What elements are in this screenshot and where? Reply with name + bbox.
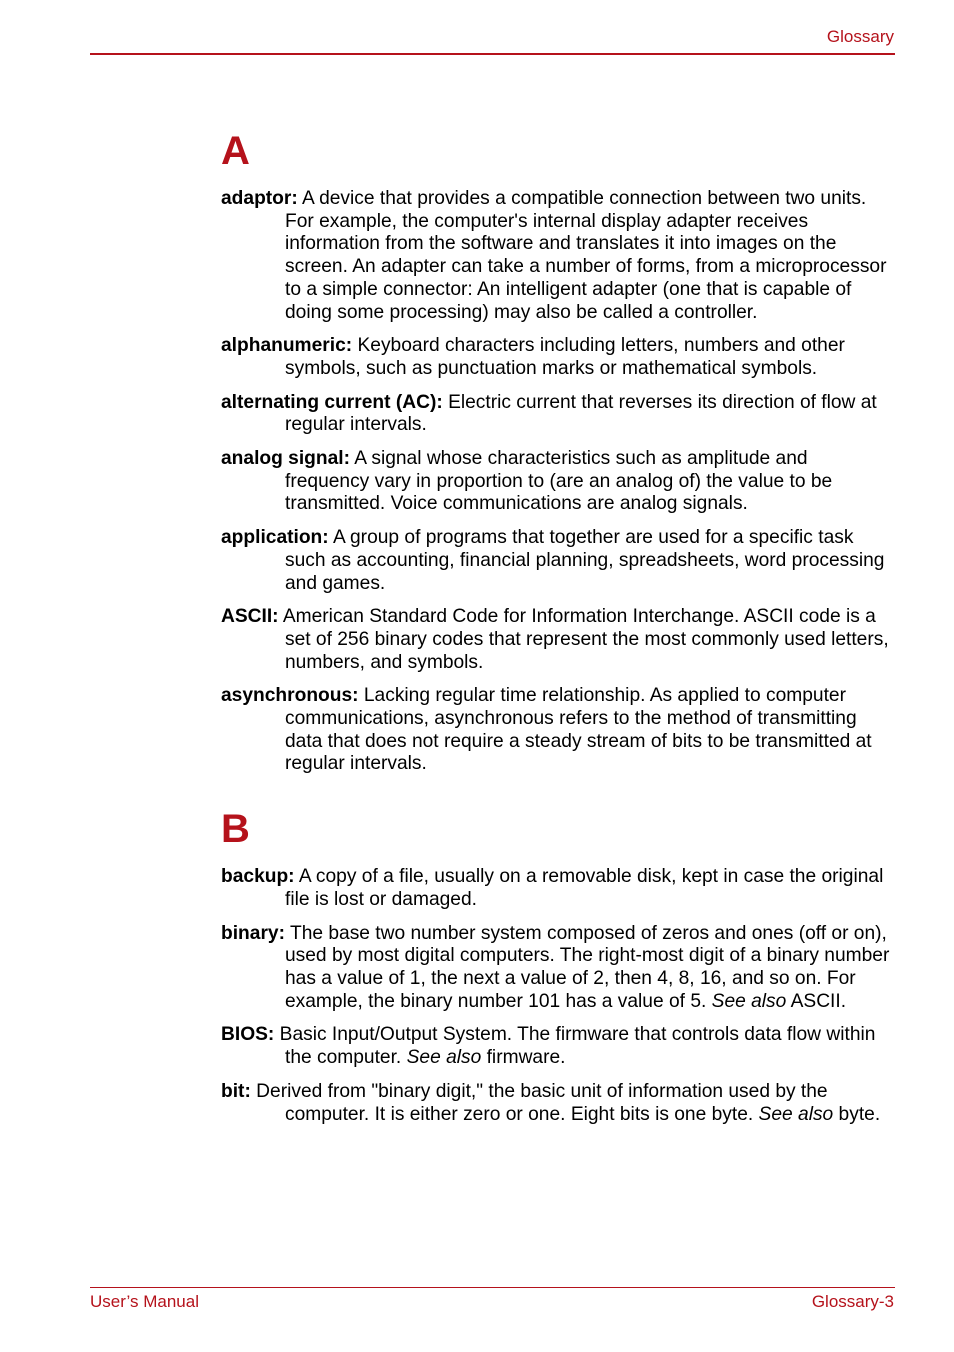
page-number: Glossary-3 (811, 1292, 894, 1311)
entry-definition: Derived from "binary digit," the basic unit of information used by the computer. It is either zero or one. Eight bits is one byte. (250, 1080, 828, 1125)
section-letter-a: A (221, 129, 250, 173)
entry-definition: American Standard Code for Information Interchange. ASCII code is a set of 256 binary codes that represent the most commonly used letters, numbers, and symbols. (278, 606, 889, 673)
footer-rule (90, 1287, 895, 1288)
entry-term: ASCII: (221, 606, 279, 628)
entry-definition: Keyboard characters including letters, numbers and other symbols, such as punctuation marks or mathematical symbols. (285, 335, 845, 379)
entry-definition: Basic Input/Output System. The firmware that controls data flow within the computer. (274, 1024, 876, 1069)
entry-term: backup: (221, 866, 295, 888)
glossary-entry (221, 448, 891, 516)
glossary-entry (221, 188, 891, 324)
glossary-entry (221, 1081, 891, 1126)
entry-term: alphanumeric: (221, 335, 353, 357)
entry-term: application: (221, 527, 329, 549)
entry-term: bit: (221, 1080, 251, 1102)
see-also-ref: See also (758, 1103, 834, 1125)
entry-definition: A device that provides a compatible connection between two units. For example, the computer's internal display adapter receives information from the software and translates it into images on the screen. An adapter can take a number of forms, from a microprocessor to a simple connector: An intelligent adapter (one that is capable of doing some processing) may also be called a controller. (285, 188, 887, 323)
entry-term: asynchronous: (221, 685, 359, 707)
glossary-entry (221, 685, 891, 776)
entry-term: BIOS: (221, 1024, 275, 1046)
entry-term: alternating current (AC): (221, 391, 443, 413)
entry-definition: A signal whose characteristics such as amplitude and frequency vary in proportion to (are an analog of) the value to be transmitted. Voice communications are analog signals. (285, 448, 833, 515)
see-also-target: ASCII. (786, 990, 847, 1012)
glossary-entry (221, 527, 891, 595)
entry-definition: A group of programs that together are used for a specific task such as accounting, financial planning, spreadsheets, word processing and games. (285, 527, 885, 594)
entry-term: analog signal: (221, 448, 351, 470)
see-also-ref: See also (406, 1047, 482, 1069)
glossary-entry (221, 1024, 891, 1069)
entry-definition: A copy of a file, usually on a removable disk, kept in case the original file is lost or damaged. (285, 866, 884, 910)
glossary-entry (221, 866, 891, 911)
entry-definition: Electric current that reverses its direction of flow at regular intervals. (285, 391, 877, 436)
see-also-target: byte. (833, 1103, 881, 1125)
entry-definition: The base two number system composed of zeros and ones (off or on), used by most digital computers. The right-most digit of a binary number has a value of 1, the next a value of 2, then 4, 8, 16, and so on. For example, the binary number 101 has a value of 5. (284, 922, 890, 1012)
entry-term: binary: (221, 922, 285, 944)
section-letter-b: B (221, 807, 250, 852)
glossary-content (221, 128, 891, 1137)
see-also-ref: See also (711, 990, 787, 1012)
header-rule (90, 53, 895, 55)
entry-term: adaptor: (221, 188, 298, 209)
glossary-entry (221, 923, 891, 1014)
see-also-target: firmware. (481, 1047, 566, 1069)
footer-manual-title: User’s Manual (90, 1292, 199, 1311)
entry-definition: Lacking regular time relationship. As applied to computer communications, asynchronous refers to the method of transmitting data that does not require a steady stream of bits to be transmitted at regular intervals. (285, 685, 872, 775)
glossary-entry (221, 606, 891, 674)
glossary-entry (221, 335, 891, 380)
header-title: Glossary (826, 27, 894, 46)
glossary-entry (221, 392, 891, 437)
